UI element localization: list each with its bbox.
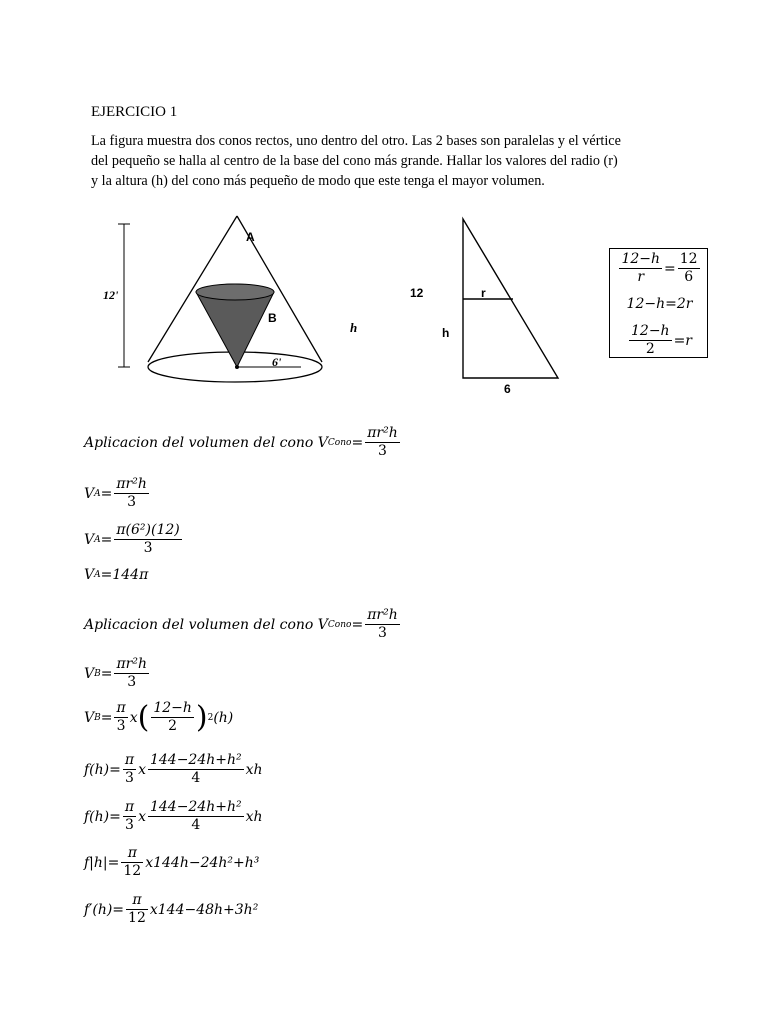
line-va-2: V A = $\frac{\text{π(6²)(12)}}{3}$ [84, 522, 180, 556]
f4-den: 12 [128, 910, 146, 926]
line-f2: f(h)= $\frac{\pi}{3}$ x $\frac{\text{144−24h+h²}}{4}$ xh [84, 799, 263, 833]
f1-num: 144−24h+h² [149, 752, 242, 768]
f2-num: 144−24h+h² [149, 799, 242, 815]
line-vb-1: V B = $\frac{\text{πr²h}}{3}$ [84, 656, 148, 690]
app-text-1: Aplicacion del volumen del cono [84, 434, 314, 451]
eq3-num: 12−h [631, 323, 670, 339]
eq1-equals: = [664, 260, 676, 277]
statement-line-1: La figura muestra dos conos rectos, uno dentro del otro. Las 2 bases son paralelas y el vértice [91, 133, 621, 149]
label-b: B [268, 311, 277, 325]
f1-den: 4 [191, 770, 201, 786]
app-text-2: Aplicacion del volumen del cono [84, 616, 314, 633]
triangle-label-r: r [481, 286, 486, 300]
va-step2-den: 3 [143, 540, 153, 556]
f4-pi-num: π [126, 892, 148, 910]
triangle-label-base: 6 [504, 382, 511, 396]
equations-box [609, 248, 708, 358]
triangle-label-h: h [442, 326, 450, 340]
f1-pi-num: π [124, 752, 135, 768]
label-a: A [246, 230, 255, 244]
va-sub-1: A [94, 488, 101, 499]
vb-pi-den: 3 [116, 718, 126, 734]
line-app-2: Aplicacion del volumen del cono V Cono = $\frac{\text{πr²h}}{3}$ [84, 607, 398, 641]
f4-tail: x144−48h+3h² [149, 901, 259, 918]
line-va-3: V A = 144π [84, 567, 149, 583]
problem-statement [91, 131, 691, 191]
vol-num-1: πr²h [367, 425, 398, 441]
va-vol-den: 3 [127, 494, 137, 510]
vb-pi-num: π [116, 700, 126, 716]
vol-den-2: 3 [377, 625, 387, 641]
vb-sub-2: B [94, 712, 101, 723]
eq1-lhs-num: 12−h [621, 251, 660, 267]
line-vb-2: V B = $\frac{\pi}{3}$ x ( $\frac{12-h}{2}$ ) 2 (h) [84, 699, 234, 735]
statement-line-3: y la altura (h) del cono más pequeño de modo que este tenga el mayor volumen. [91, 173, 545, 189]
vb-vol-num: πr²h [116, 656, 148, 672]
va-sub-2: A [94, 534, 101, 545]
vb-sub-1: B [94, 668, 101, 679]
f2-pi-den: 3 [125, 817, 134, 833]
eq2: 12−h=2r [626, 296, 693, 312]
eq1-lhs-den: r [637, 269, 645, 285]
eq1-rhs-num: 12 [679, 251, 698, 267]
vol-den-1: 3 [377, 443, 387, 459]
va-sub-3: A [94, 570, 101, 580]
vb-inner-den: 2 [168, 718, 178, 734]
eq1-rhs-den: 6 [684, 269, 694, 285]
vb-vol-den: 3 [127, 674, 137, 690]
f2-pi-num: π [124, 799, 135, 815]
f3-pi-num: π [121, 845, 143, 863]
f3-tail: x144h−24h²+h³ [145, 854, 260, 871]
small-cone-top [196, 284, 274, 300]
eq3-den: 2 [645, 341, 655, 357]
va-step2-num: π(6²)(12) [116, 522, 180, 538]
statement-line-2: del pequeño se halla al centro de la base del cono más grande. Hallar los valores del radio (r) [91, 153, 618, 169]
f1-tail: xh [245, 761, 263, 778]
triangle-figure [455, 212, 565, 382]
label-small-height: h [350, 320, 358, 335]
vcone-sub-1: Cono [327, 437, 352, 448]
f3-den: 12 [123, 863, 142, 879]
line-va-1: V A = $\frac{\text{πr²h}}{3}$ [84, 476, 147, 510]
vol-num-2: πr²h [367, 607, 398, 623]
line-app-1: Aplicacion del volumen del cono V Cono = $\frac{\text{πr²h}}{3}$ [84, 425, 398, 459]
vcone-sub-2: Cono [327, 619, 352, 630]
f2-den: 4 [191, 817, 201, 833]
f2-tail: xh [245, 808, 263, 825]
f1-pi-den: 3 [125, 770, 134, 786]
label-radius: 6' [272, 355, 282, 369]
vb-inner-num: 12−h [153, 700, 192, 716]
line-f1: f(h)= $\frac{\pi}{3}$ x $\frac{\text{144−24h+h²}}{4}$ xh [84, 752, 263, 786]
line-f4: f′(h)= $\frac{\pi}{12}$ x144−48h+3h² [84, 892, 259, 926]
va-vol-num: πr²h [116, 476, 147, 492]
line-f3: f|h|= $\frac{\pi}{12}$ x144h−24h²+h³ [84, 845, 260, 879]
eq3-rhs: =r [673, 332, 692, 349]
cone-figure [96, 212, 336, 392]
triangle-label-height: 12 [410, 286, 424, 300]
va-result: 144π [112, 567, 149, 583]
label-big-height: 12' [103, 288, 119, 302]
exercise-heading: EJERCICIO 1 [91, 104, 178, 120]
